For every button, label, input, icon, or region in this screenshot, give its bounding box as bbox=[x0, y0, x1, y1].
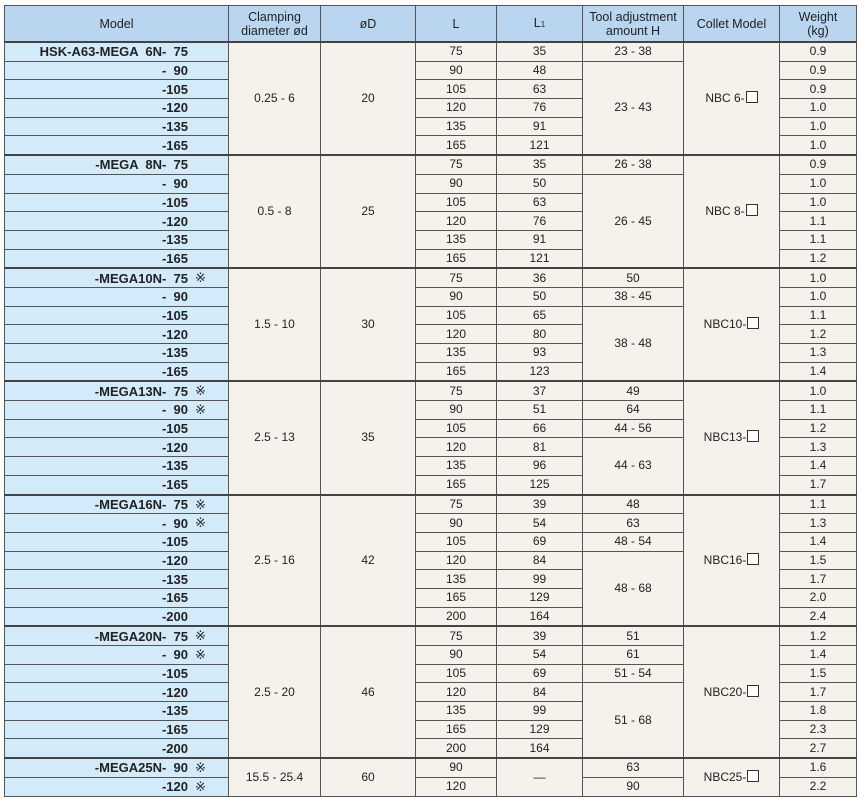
table-row bbox=[5, 268, 857, 287]
model-cell bbox=[5, 306, 229, 325]
model-name: - 90 bbox=[161, 402, 188, 418]
l-cell: 105 bbox=[416, 80, 497, 99]
table-row bbox=[5, 495, 857, 514]
model-name: -120 bbox=[161, 100, 188, 116]
weight-cell: 1.1 bbox=[780, 495, 857, 514]
note-mark: ※ bbox=[195, 383, 206, 399]
l1-cell: 63 bbox=[497, 193, 583, 212]
weight-cell: 1.7 bbox=[780, 683, 857, 702]
l1-cell: 76 bbox=[497, 212, 583, 231]
note-mark: ※ bbox=[195, 778, 206, 794]
l1-cell: 54 bbox=[497, 646, 583, 665]
clamping-diameter-cell: 1.5 - 10 bbox=[229, 268, 321, 381]
l1-cell: 91 bbox=[497, 230, 583, 249]
model-cell bbox=[5, 475, 229, 494]
weight-cell: 1.8 bbox=[780, 702, 857, 721]
model-name: - 90 bbox=[161, 289, 188, 305]
model-name: -MEGA25N- 90 bbox=[94, 760, 188, 776]
od-cell: 30 bbox=[321, 268, 416, 381]
header-weight: Weight (kg) bbox=[780, 6, 857, 43]
model-name: -105 bbox=[161, 307, 188, 323]
l1-cell: 80 bbox=[497, 325, 583, 344]
weight-cell: 1.0 bbox=[780, 193, 857, 212]
header-clamping-diameter: Clamping diameter ød bbox=[229, 6, 321, 43]
model-name: -105 bbox=[161, 534, 188, 550]
l1-cell: 91 bbox=[497, 117, 583, 136]
l-cell: 165 bbox=[416, 362, 497, 381]
model-cell bbox=[5, 758, 229, 777]
model-cell bbox=[5, 702, 229, 721]
collet-size-box-icon bbox=[747, 770, 759, 782]
tool-adjustment-cell: 38 - 48 bbox=[583, 306, 684, 381]
l-cell: 120 bbox=[416, 777, 497, 796]
l-cell: 120 bbox=[416, 325, 497, 344]
l1-cell: 48 bbox=[497, 61, 583, 80]
model-name: -165 bbox=[161, 364, 188, 380]
header-row bbox=[5, 6, 857, 43]
l1-cell: 123 bbox=[497, 362, 583, 381]
collet-model-cell bbox=[684, 155, 780, 268]
table-row bbox=[5, 155, 857, 174]
od-cell: 35 bbox=[321, 381, 416, 494]
weight-cell: 0.9 bbox=[780, 42, 857, 61]
clamping-diameter-cell: 0.5 - 8 bbox=[229, 155, 321, 268]
header-l1 bbox=[497, 6, 583, 43]
tool-adjustment-cell: 26 - 38 bbox=[583, 155, 684, 174]
model-cell bbox=[5, 739, 229, 758]
model-name: -MEGA13N- 75 bbox=[94, 383, 188, 399]
l-cell: 165 bbox=[416, 249, 497, 268]
model-cell bbox=[5, 249, 229, 268]
l1-cell: 51 bbox=[497, 401, 583, 420]
l1-cell: 121 bbox=[497, 249, 583, 268]
header-l: L bbox=[416, 6, 497, 43]
model-name: -200 bbox=[161, 608, 188, 624]
header-model: Model bbox=[5, 6, 229, 43]
l-cell: 90 bbox=[416, 174, 497, 193]
tool-adjustment-cell: 26 - 45 bbox=[583, 174, 684, 268]
model-name: -105 bbox=[161, 194, 188, 210]
weight-cell: 1.5 bbox=[780, 551, 857, 570]
tool-adjustment-cell: 61 bbox=[583, 646, 684, 665]
clamping-diameter-cell: 0.25 - 6 bbox=[229, 42, 321, 155]
weight-cell: 1.7 bbox=[780, 570, 857, 589]
l-cell: 75 bbox=[416, 155, 497, 174]
l1-cell: 81 bbox=[497, 438, 583, 457]
weight-cell: 1.0 bbox=[780, 99, 857, 118]
weight-cell: 1.2 bbox=[780, 249, 857, 268]
weight-cell: 0.9 bbox=[780, 61, 857, 80]
collet-model-cell bbox=[684, 626, 780, 758]
l-cell: 165 bbox=[416, 720, 497, 739]
l-cell: 75 bbox=[416, 626, 497, 645]
l-cell: 165 bbox=[416, 475, 497, 494]
collet-model-cell bbox=[684, 381, 780, 494]
collet-model-text: NBC16- bbox=[703, 552, 747, 567]
weight-cell: 1.4 bbox=[780, 646, 857, 665]
table-row bbox=[5, 626, 857, 645]
model-name: -135 bbox=[161, 345, 188, 361]
model-cell bbox=[5, 80, 229, 99]
model-name: -120 bbox=[161, 213, 188, 229]
model-cell bbox=[5, 457, 229, 476]
l-cell: 200 bbox=[416, 739, 497, 758]
model-cell bbox=[5, 664, 229, 683]
header-od: øD bbox=[321, 6, 416, 43]
clamping-diameter-cell: 2.5 - 13 bbox=[229, 381, 321, 494]
note-mark: ※ bbox=[195, 628, 206, 644]
weight-cell: 1.1 bbox=[780, 401, 857, 420]
header-collet-model: Collet Model bbox=[684, 6, 780, 43]
l-cell: 90 bbox=[416, 61, 497, 80]
clamping-diameter-cell: 15.5 - 25.4 bbox=[229, 758, 321, 796]
l1-cell: 84 bbox=[497, 683, 583, 702]
weight-cell: 1.4 bbox=[780, 532, 857, 551]
tool-adjustment-cell: 44 - 63 bbox=[583, 438, 684, 495]
weight-cell: 2.3 bbox=[780, 720, 857, 739]
model-name: - 90 bbox=[161, 176, 188, 192]
model-cell bbox=[5, 136, 229, 155]
l1-cell: 96 bbox=[497, 457, 583, 476]
weight-cell: 1.0 bbox=[780, 136, 857, 155]
weight-cell: 1.4 bbox=[780, 457, 857, 476]
model-name: -165 bbox=[161, 477, 188, 493]
l-cell: 90 bbox=[416, 401, 497, 420]
model-name: -135 bbox=[161, 232, 188, 248]
model-cell bbox=[5, 174, 229, 193]
model-name: -MEGA10N- 75 bbox=[94, 270, 188, 286]
weight-cell: 1.6 bbox=[780, 758, 857, 777]
weight-cell: 1.3 bbox=[780, 438, 857, 457]
table-row bbox=[5, 42, 857, 61]
l-cell: 105 bbox=[416, 532, 497, 551]
model-name: -120 bbox=[161, 439, 188, 455]
l-cell: 105 bbox=[416, 419, 497, 438]
l1-cell: 99 bbox=[497, 570, 583, 589]
model-name: -135 bbox=[161, 571, 188, 587]
collet-size-box-icon bbox=[747, 430, 759, 442]
model-name: -MEGA16N- 75 bbox=[94, 496, 188, 512]
weight-cell: 0.9 bbox=[780, 80, 857, 99]
l-cell: 90 bbox=[416, 758, 497, 777]
tool-adjustment-cell: 38 - 45 bbox=[583, 287, 684, 306]
l1-cell: 76 bbox=[497, 99, 583, 118]
l-cell: 75 bbox=[416, 495, 497, 514]
weight-cell: 2.0 bbox=[780, 588, 857, 607]
weight-cell: 1.3 bbox=[780, 344, 857, 363]
tool-holder-spec-table bbox=[4, 5, 857, 797]
l1-cell: 164 bbox=[497, 739, 583, 758]
od-cell: 42 bbox=[321, 495, 416, 627]
l1-cell: 39 bbox=[497, 626, 583, 645]
tool-adjustment-cell: 90 bbox=[583, 777, 684, 796]
model-cell bbox=[5, 268, 229, 287]
l-cell: 135 bbox=[416, 702, 497, 721]
collet-model-cell bbox=[684, 42, 780, 155]
l1-cell: 36 bbox=[497, 268, 583, 287]
model-cell bbox=[5, 551, 229, 570]
l1-cell: 54 bbox=[497, 514, 583, 533]
note-mark: ※ bbox=[195, 647, 206, 662]
collet-size-box-icon bbox=[747, 317, 759, 329]
l-cell: 105 bbox=[416, 306, 497, 325]
od-cell: 46 bbox=[321, 626, 416, 758]
model-cell bbox=[5, 230, 229, 249]
model-name: -165 bbox=[161, 250, 188, 266]
collet-size-box-icon bbox=[746, 91, 758, 103]
tool-adjustment-cell: 51 - 54 bbox=[583, 664, 684, 683]
model-name: -105 bbox=[161, 421, 188, 437]
l1-cell: 35 bbox=[497, 155, 583, 174]
note-mark: ※ bbox=[195, 496, 206, 512]
collet-model-text: NBC10- bbox=[703, 317, 747, 332]
header-l1-subscript: 1 bbox=[540, 19, 546, 29]
od-cell: 25 bbox=[321, 155, 416, 268]
model-name: -135 bbox=[161, 458, 188, 474]
l-cell: 75 bbox=[416, 268, 497, 287]
l-cell: 75 bbox=[416, 381, 497, 400]
l1-cell: 66 bbox=[497, 419, 583, 438]
weight-cell: 1.4 bbox=[780, 362, 857, 381]
l-cell: 120 bbox=[416, 99, 497, 118]
model-name: -120 bbox=[161, 779, 188, 795]
model-name: -135 bbox=[161, 119, 188, 135]
note-mark: ※ bbox=[195, 515, 206, 531]
tool-adjustment-cell: 44 - 56 bbox=[583, 419, 684, 438]
model-cell bbox=[5, 588, 229, 607]
model-name: -MEGA 8N- 75 bbox=[95, 157, 188, 173]
weight-cell: 2.4 bbox=[780, 607, 857, 626]
model-cell bbox=[5, 61, 229, 80]
model-cell bbox=[5, 401, 229, 420]
model-cell bbox=[5, 155, 229, 174]
l-cell: 120 bbox=[416, 438, 497, 457]
model-cell bbox=[5, 42, 229, 61]
tool-adjustment-cell: 63 bbox=[583, 514, 684, 533]
l1-cell: 129 bbox=[497, 720, 583, 739]
header-tool-adjustment: Tool adjustment amount H bbox=[583, 6, 684, 43]
model-cell bbox=[5, 646, 229, 665]
weight-cell: 1.2 bbox=[780, 325, 857, 344]
tool-adjustment-cell: 64 bbox=[583, 401, 684, 420]
model-cell bbox=[5, 325, 229, 344]
tool-adjustment-cell: 48 bbox=[583, 495, 684, 514]
l-cell: 135 bbox=[416, 570, 497, 589]
weight-cell: 1.3 bbox=[780, 514, 857, 533]
weight-cell: 0.9 bbox=[780, 155, 857, 174]
model-name: -105 bbox=[161, 81, 188, 97]
note-mark: ※ bbox=[195, 402, 206, 418]
model-name: -135 bbox=[161, 703, 188, 719]
l1-cell: 84 bbox=[497, 551, 583, 570]
model-cell bbox=[5, 607, 229, 626]
model-cell bbox=[5, 344, 229, 363]
l1-cell: 50 bbox=[497, 174, 583, 193]
clamping-diameter-cell: 2.5 - 16 bbox=[229, 495, 321, 627]
weight-cell: 2.2 bbox=[780, 777, 857, 796]
model-cell bbox=[5, 495, 229, 514]
weight-cell: 1.2 bbox=[780, 419, 857, 438]
model-name: HSK-A63-MEGA 6N- 75 bbox=[39, 44, 188, 60]
weight-cell: 1.1 bbox=[780, 306, 857, 325]
model-cell bbox=[5, 683, 229, 702]
note-mark: ※ bbox=[195, 270, 206, 286]
l-cell: 120 bbox=[416, 551, 497, 570]
l1-cell: 164 bbox=[497, 607, 583, 626]
l1-cell: 39 bbox=[497, 495, 583, 514]
weight-cell: 1.0 bbox=[780, 268, 857, 287]
collet-model-cell bbox=[684, 758, 780, 796]
l-cell: 165 bbox=[416, 588, 497, 607]
tool-adjustment-cell: 23 - 43 bbox=[583, 61, 684, 155]
tool-adjustment-cell: 51 bbox=[583, 626, 684, 645]
model-name: -120 bbox=[161, 326, 188, 342]
model-cell bbox=[5, 570, 229, 589]
model-name: -105 bbox=[161, 666, 188, 682]
l-cell: 90 bbox=[416, 646, 497, 665]
weight-cell: 1.0 bbox=[780, 174, 857, 193]
collet-model-text: NBC13- bbox=[703, 430, 747, 445]
model-name: -165 bbox=[161, 722, 188, 738]
tool-adjustment-cell: 48 - 68 bbox=[583, 551, 684, 626]
l-cell: 90 bbox=[416, 514, 497, 533]
model-cell bbox=[5, 720, 229, 739]
l-cell: 165 bbox=[416, 136, 497, 155]
model-cell bbox=[5, 626, 229, 645]
weight-cell: 1.7 bbox=[780, 475, 857, 494]
model-cell bbox=[5, 532, 229, 551]
collet-size-box-icon bbox=[746, 204, 758, 216]
weight-cell: 1.0 bbox=[780, 381, 857, 400]
model-cell bbox=[5, 438, 229, 457]
l-cell: 135 bbox=[416, 117, 497, 136]
clamping-diameter-cell: 2.5 - 20 bbox=[229, 626, 321, 758]
model-cell bbox=[5, 362, 229, 381]
weight-cell: 1.5 bbox=[780, 664, 857, 683]
tool-adjustment-cell: 48 - 54 bbox=[583, 532, 684, 551]
header-l1-main: L bbox=[533, 15, 541, 30]
l-cell: 135 bbox=[416, 230, 497, 249]
model-cell bbox=[5, 212, 229, 231]
model-cell bbox=[5, 117, 229, 136]
model-name: -200 bbox=[161, 740, 188, 756]
l1-cell: 125 bbox=[497, 475, 583, 494]
collet-size-box-icon bbox=[747, 685, 759, 697]
model-cell bbox=[5, 514, 229, 533]
l-cell: 200 bbox=[416, 607, 497, 626]
tool-adjustment-cell: 23 - 38 bbox=[583, 42, 684, 61]
collet-model-text: NBC 6- bbox=[705, 91, 745, 106]
weight-cell: 1.0 bbox=[780, 117, 857, 136]
weight-cell: 2.7 bbox=[780, 739, 857, 758]
collet-model-text: NBC 8- bbox=[705, 204, 745, 219]
l1-cell: 69 bbox=[497, 532, 583, 551]
model-cell bbox=[5, 419, 229, 438]
model-name: -120 bbox=[161, 684, 188, 700]
table-row bbox=[5, 381, 857, 400]
od-cell: 60 bbox=[321, 758, 416, 796]
l1-cell: 63 bbox=[497, 80, 583, 99]
tool-adjustment-cell: 51 - 68 bbox=[583, 683, 684, 758]
collet-size-box-icon bbox=[747, 553, 759, 565]
l-cell: 75 bbox=[416, 42, 497, 61]
l-cell: 105 bbox=[416, 664, 497, 683]
l-cell: 120 bbox=[416, 683, 497, 702]
l-cell: 120 bbox=[416, 212, 497, 231]
tool-adjustment-cell: 50 bbox=[583, 268, 684, 287]
note-mark: ※ bbox=[195, 760, 206, 776]
l-cell: 135 bbox=[416, 457, 497, 476]
weight-cell: 1.0 bbox=[780, 287, 857, 306]
l1-cell: 129 bbox=[497, 588, 583, 607]
l-cell: 90 bbox=[416, 287, 497, 306]
weight-cell: 1.2 bbox=[780, 626, 857, 645]
l1-cell: 65 bbox=[497, 306, 583, 325]
l-cell: 105 bbox=[416, 193, 497, 212]
l1-cell: 93 bbox=[497, 344, 583, 363]
model-name: - 90 bbox=[161, 515, 188, 531]
model-name: -MEGA20N- 75 bbox=[94, 628, 188, 644]
model-name: -120 bbox=[161, 552, 188, 568]
tool-adjustment-cell: 49 bbox=[583, 381, 684, 400]
collet-model-cell bbox=[684, 495, 780, 627]
l1-cell: 50 bbox=[497, 287, 583, 306]
collet-model-text: NBC25- bbox=[703, 769, 747, 784]
model-cell bbox=[5, 99, 229, 118]
l1-cell: 99 bbox=[497, 702, 583, 721]
model-name: - 90 bbox=[161, 63, 188, 79]
model-cell bbox=[5, 193, 229, 212]
l1-cell: 37 bbox=[497, 381, 583, 400]
l1-cell: 69 bbox=[497, 664, 583, 683]
l1-cell: — bbox=[497, 758, 583, 796]
model-name: - 90 bbox=[161, 647, 188, 663]
model-name: -165 bbox=[161, 137, 188, 153]
l1-cell: 121 bbox=[497, 136, 583, 155]
l-cell: 135 bbox=[416, 344, 497, 363]
model-cell bbox=[5, 287, 229, 306]
weight-cell: 1.1 bbox=[780, 212, 857, 231]
table-body bbox=[5, 42, 857, 796]
od-cell: 20 bbox=[321, 42, 416, 155]
model-cell bbox=[5, 381, 229, 400]
collet-model-text: NBC20- bbox=[703, 684, 747, 699]
table-row bbox=[5, 758, 857, 777]
weight-cell: 1.1 bbox=[780, 230, 857, 249]
l1-cell: 35 bbox=[497, 42, 583, 61]
tool-adjustment-cell: 63 bbox=[583, 758, 684, 777]
model-cell bbox=[5, 777, 229, 796]
collet-model-cell bbox=[684, 268, 780, 381]
model-name: -165 bbox=[161, 590, 188, 606]
